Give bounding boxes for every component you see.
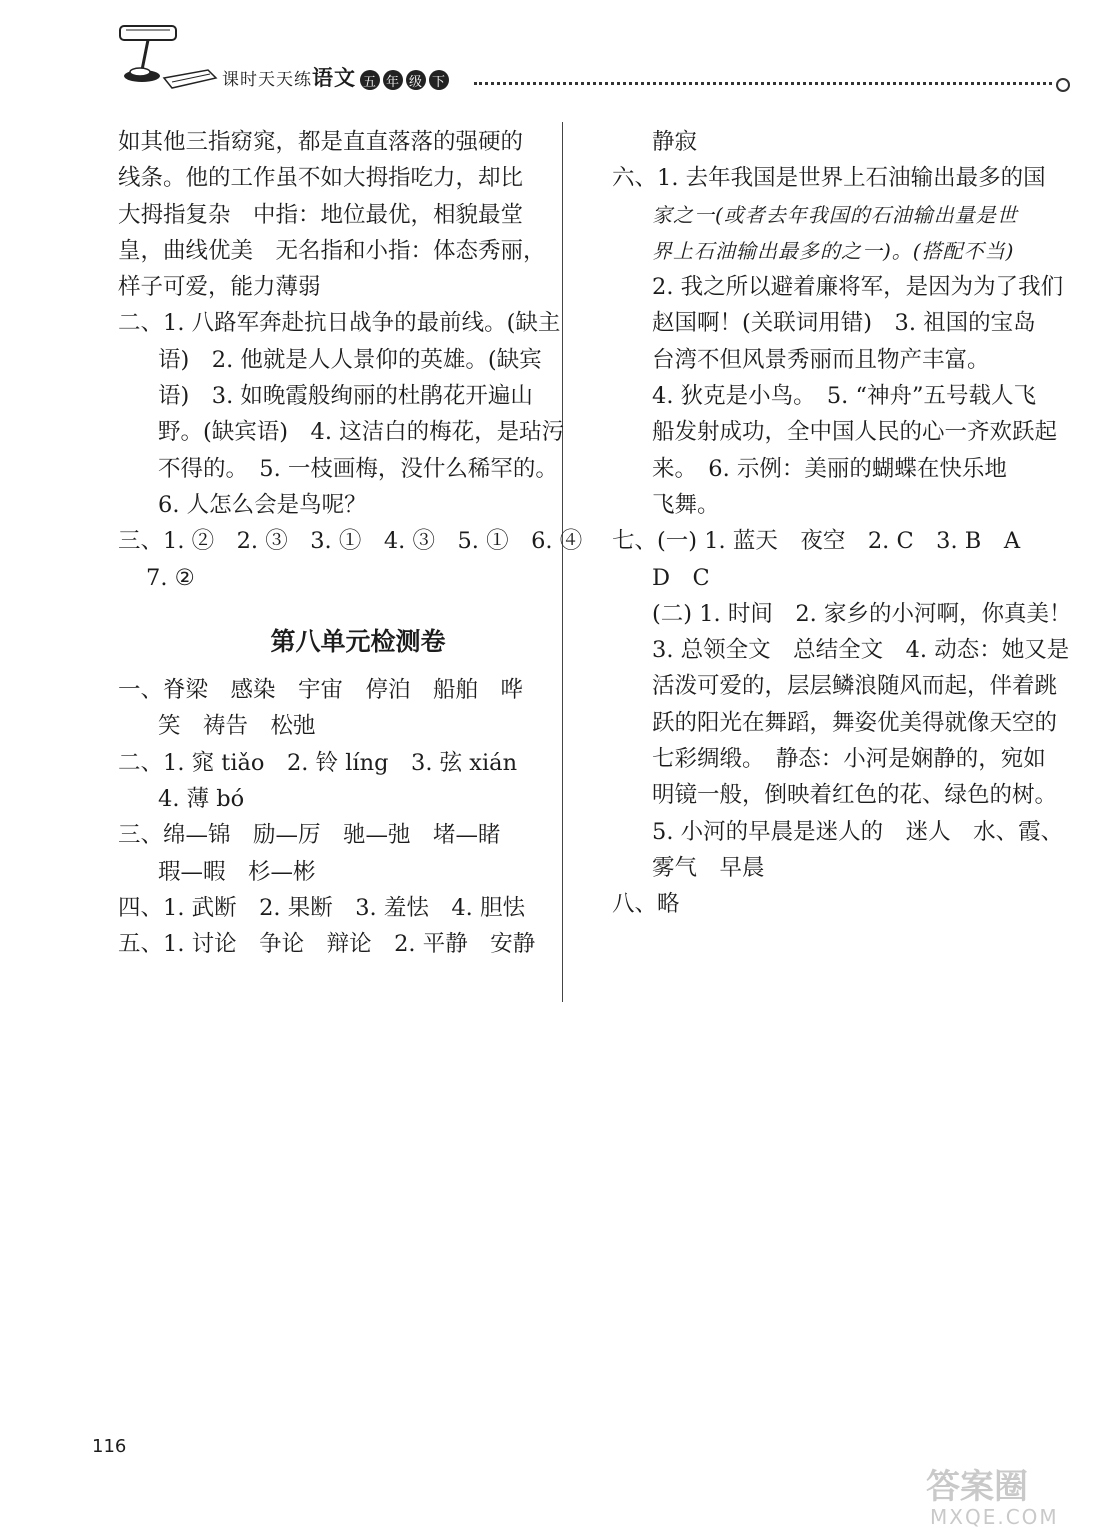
answer-line: 三、1. ② 2. ③ 3. ① 4. ③ 5. ① 6. ④ — [118, 528, 583, 555]
answer-line: 如其他三指窈窕，都是直直落落的强硬的 — [118, 129, 524, 155]
book-subject: 语文 — [312, 66, 356, 90]
answer-line: (二) 1. 时间 2. 家乡的小河啊，你真美！ — [652, 600, 1072, 627]
answer-line: 6. 人怎么会是鸟呢？ — [158, 491, 367, 518]
header-dotted-rule — [474, 82, 1052, 85]
answer-line: 样子可爱，能力薄弱 — [118, 274, 321, 301]
answer-line: 三、绵—锦 励—厉 驰—弛 堵—睹 — [118, 822, 501, 849]
grade-badge: 级 — [406, 70, 426, 90]
answer-line: 活泼可爱的，层层鳞浪随风而起，伴着跳 — [652, 673, 1058, 700]
book-series: 课时天天练 — [222, 70, 312, 90]
answer-line: 大拇指复杂 中指：地位最优，相貌最堂 — [118, 201, 524, 228]
answer-line: 五、1. 讨论 争论 辩论 2. 平静 安静 — [118, 931, 536, 958]
answer-line: 一、脊梁 感染 宇宙 停泊 船舶 哗 — [118, 677, 524, 704]
page-header — [112, 18, 1072, 98]
left-column — [118, 124, 583, 963]
unit-title: 第八单元检测卷 — [270, 626, 446, 656]
watermark-text: 答案圈 — [926, 1467, 1028, 1507]
watermark-logo-icon — [920, 1458, 1090, 1530]
answer-line: 语) 2. 他就是人人景仰的英雄。(缺宾 — [158, 346, 542, 373]
answer-line: 八、略 — [612, 891, 680, 918]
answer-line: 七、(一) 1. 蓝天 夜空 2. C 3. B A — [612, 528, 1021, 555]
answer-line: 界上石油输出最多的之一)。(搭配不当) — [652, 238, 1015, 263]
answer-line: D C — [652, 564, 710, 591]
answer-line: 二、1. 窕 tiǎo 2. 铃 líng 3. 弦 xián — [118, 749, 518, 776]
answer-line: 雾气 早晨 — [652, 854, 765, 881]
answer-line: 语) 3. 如晚霞般绚丽的杜鹃花开遍山 — [158, 383, 533, 410]
answer-line: 家之一(或者去年我国的石油输出量是世 — [652, 202, 1018, 227]
answer-line: 瑕—暇 杉—彬 — [158, 858, 316, 885]
answer-line: 台湾不但风景秀丽而且物产丰富。 — [652, 346, 990, 373]
answer-line: 跃的阳光在舞蹈，舞姿优美得就像天空的 — [652, 709, 1058, 736]
answer-line: 4. 薄 bó — [158, 786, 245, 813]
grade-badge: 五 — [360, 70, 380, 90]
desk-lamp-icon — [112, 18, 222, 94]
answer-line: 不得的。 5. 一枝画梅，没什么稀罕的。 — [158, 455, 558, 482]
watermark-text: MXQE.COM — [930, 1505, 1059, 1529]
answer-line: 船发射成功，全中国人民的心一齐欢跃起 — [652, 419, 1058, 446]
grade-badge: 下 — [429, 70, 449, 90]
answer-line: 线条。他的工作虽不如大拇指吃力，却比 — [118, 165, 524, 192]
grade-badges — [360, 70, 449, 90]
answer-line: 四、1. 武断 2. 果断 3. 羞怯 4. 胆怯 — [118, 894, 525, 921]
answer-line: 六、1. 去年我国是世界上石油输出最多的国 — [612, 165, 1046, 192]
answer-line: 二、1. 八路军奔赴抗日战争的最前线。(缺主 — [118, 310, 561, 337]
answer-line: 3. 总领全文 总结全文 4. 动态：她又是 — [652, 637, 1070, 664]
header-end-dot — [1056, 78, 1070, 92]
answer-line: 赵国啊！(关联词用错) 3. 祖国的宝岛 — [652, 310, 1036, 337]
answer-line: 4. 狄克是小鸟。 5. “神舟”五号载人飞 — [652, 383, 1036, 410]
answer-line: 明镜一般，倒映着红色的花、绿色的树。 — [652, 782, 1058, 809]
answer-line: 静寂 — [652, 129, 698, 155]
answer-line: 来。 6. 示例：美丽的蝴蝶在快乐地 — [652, 455, 1007, 482]
answer-line: 2. 我之所以避着廉将军，是因为为了我们 — [652, 274, 1064, 301]
answer-line: 笑 祷告 松弛 — [158, 713, 316, 740]
answer-line: 皇，曲线优美 无名指和小指：体态秀丽， — [118, 237, 546, 264]
answer-line: 飞舞。 — [652, 491, 720, 518]
page-number: 116 — [92, 1436, 127, 1457]
column-divider — [562, 122, 563, 1002]
answer-line: 5. 小河的早晨是迷人的 迷人 水、霞、 — [652, 818, 1064, 845]
answer-line: 野。(缺宾语) 4. 这洁白的梅花，是玷污 — [158, 419, 565, 446]
answer-line: 七彩绸缎。 静态：小河是娴静的，宛如 — [652, 746, 1046, 773]
grade-badge: 年 — [383, 70, 403, 90]
right-column — [612, 124, 1072, 923]
book-title — [222, 62, 449, 92]
answer-line: 7. ② — [146, 564, 195, 591]
